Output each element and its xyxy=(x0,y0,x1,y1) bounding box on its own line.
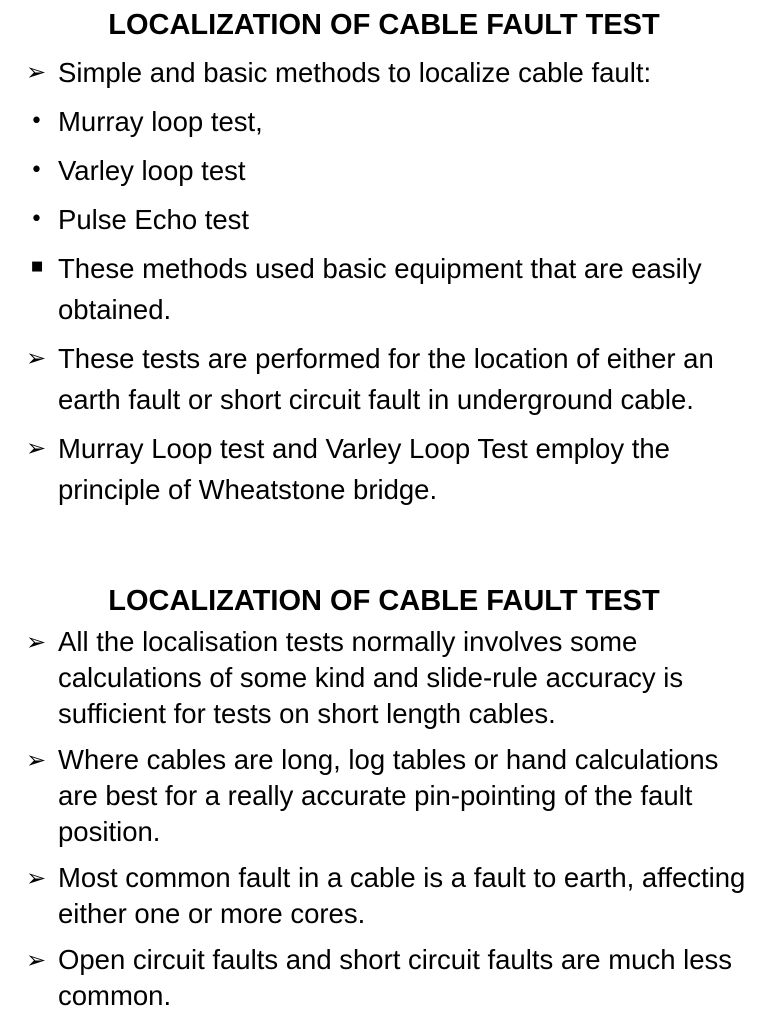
slide-title: LOCALIZATION OF CABLE FAULT TEST xyxy=(108,9,660,41)
round-bullet-icon: • xyxy=(30,109,43,134)
list-item xyxy=(0,150,768,191)
slide-2 xyxy=(0,578,768,1024)
slide-title: LOCALIZATION OF CABLE FAULT TEST xyxy=(108,585,660,617)
arrowhead-bullet-icon: ➢ xyxy=(26,628,47,656)
list-item xyxy=(0,428,768,510)
list-item xyxy=(0,52,768,93)
list-item-text: Pulse Echo test xyxy=(58,204,250,235)
arrowhead-bullet-icon: ➢ xyxy=(26,746,47,774)
round-bullet-icon: • xyxy=(30,158,43,183)
list-item-text: Varley loop test xyxy=(58,155,246,186)
list-item-text: Murray Loop test and Varley Loop Test employ the principle of Wheatstone bridge. xyxy=(58,433,670,505)
arrowhead-bullet-icon: ➢ xyxy=(26,434,47,462)
list-item xyxy=(0,624,768,732)
list-item xyxy=(0,942,768,1014)
list-item-text: Most common fault in a cable is a fault to earth, affecting either one or more cores. xyxy=(58,862,746,929)
list-item-text: These methods used basic equipment that are easily obtained. xyxy=(58,253,702,325)
list-item xyxy=(0,338,768,420)
list-item-text: Murray loop test, xyxy=(58,106,263,137)
bullet-list xyxy=(0,52,768,510)
list-item xyxy=(0,101,768,142)
round-bullet-icon: • xyxy=(30,207,43,232)
list-item-text: Where cables are long, log tables or hand calculations are best for a really accurate pin-pointing of the fault position. xyxy=(58,744,719,847)
arrowhead-bullet-icon: ➢ xyxy=(26,864,47,892)
list-item xyxy=(0,248,768,330)
list-item xyxy=(0,199,768,240)
arrowhead-bullet-icon: ➢ xyxy=(26,946,47,974)
list-item xyxy=(0,860,768,932)
square-bullet-icon: ■ xyxy=(31,259,44,274)
list-item xyxy=(0,742,768,850)
list-item-text: All the localisation tests normally involves some calculations of some kind and slide-rule accuracy is sufficient for tests on short length cables. xyxy=(58,626,684,729)
list-item-text: Open circuit faults and short circuit faults are much less common. xyxy=(58,944,733,1011)
list-item-text: These tests are performed for the location of either an earth fault or short circuit fault in underground cable. xyxy=(58,343,714,415)
arrowhead-bullet-icon: ➢ xyxy=(26,344,47,372)
list-item-text: Simple and basic methods to localize cable fault: xyxy=(58,57,652,88)
arrowhead-bullet-icon: ➢ xyxy=(26,58,47,86)
bullet-list xyxy=(0,624,768,1014)
